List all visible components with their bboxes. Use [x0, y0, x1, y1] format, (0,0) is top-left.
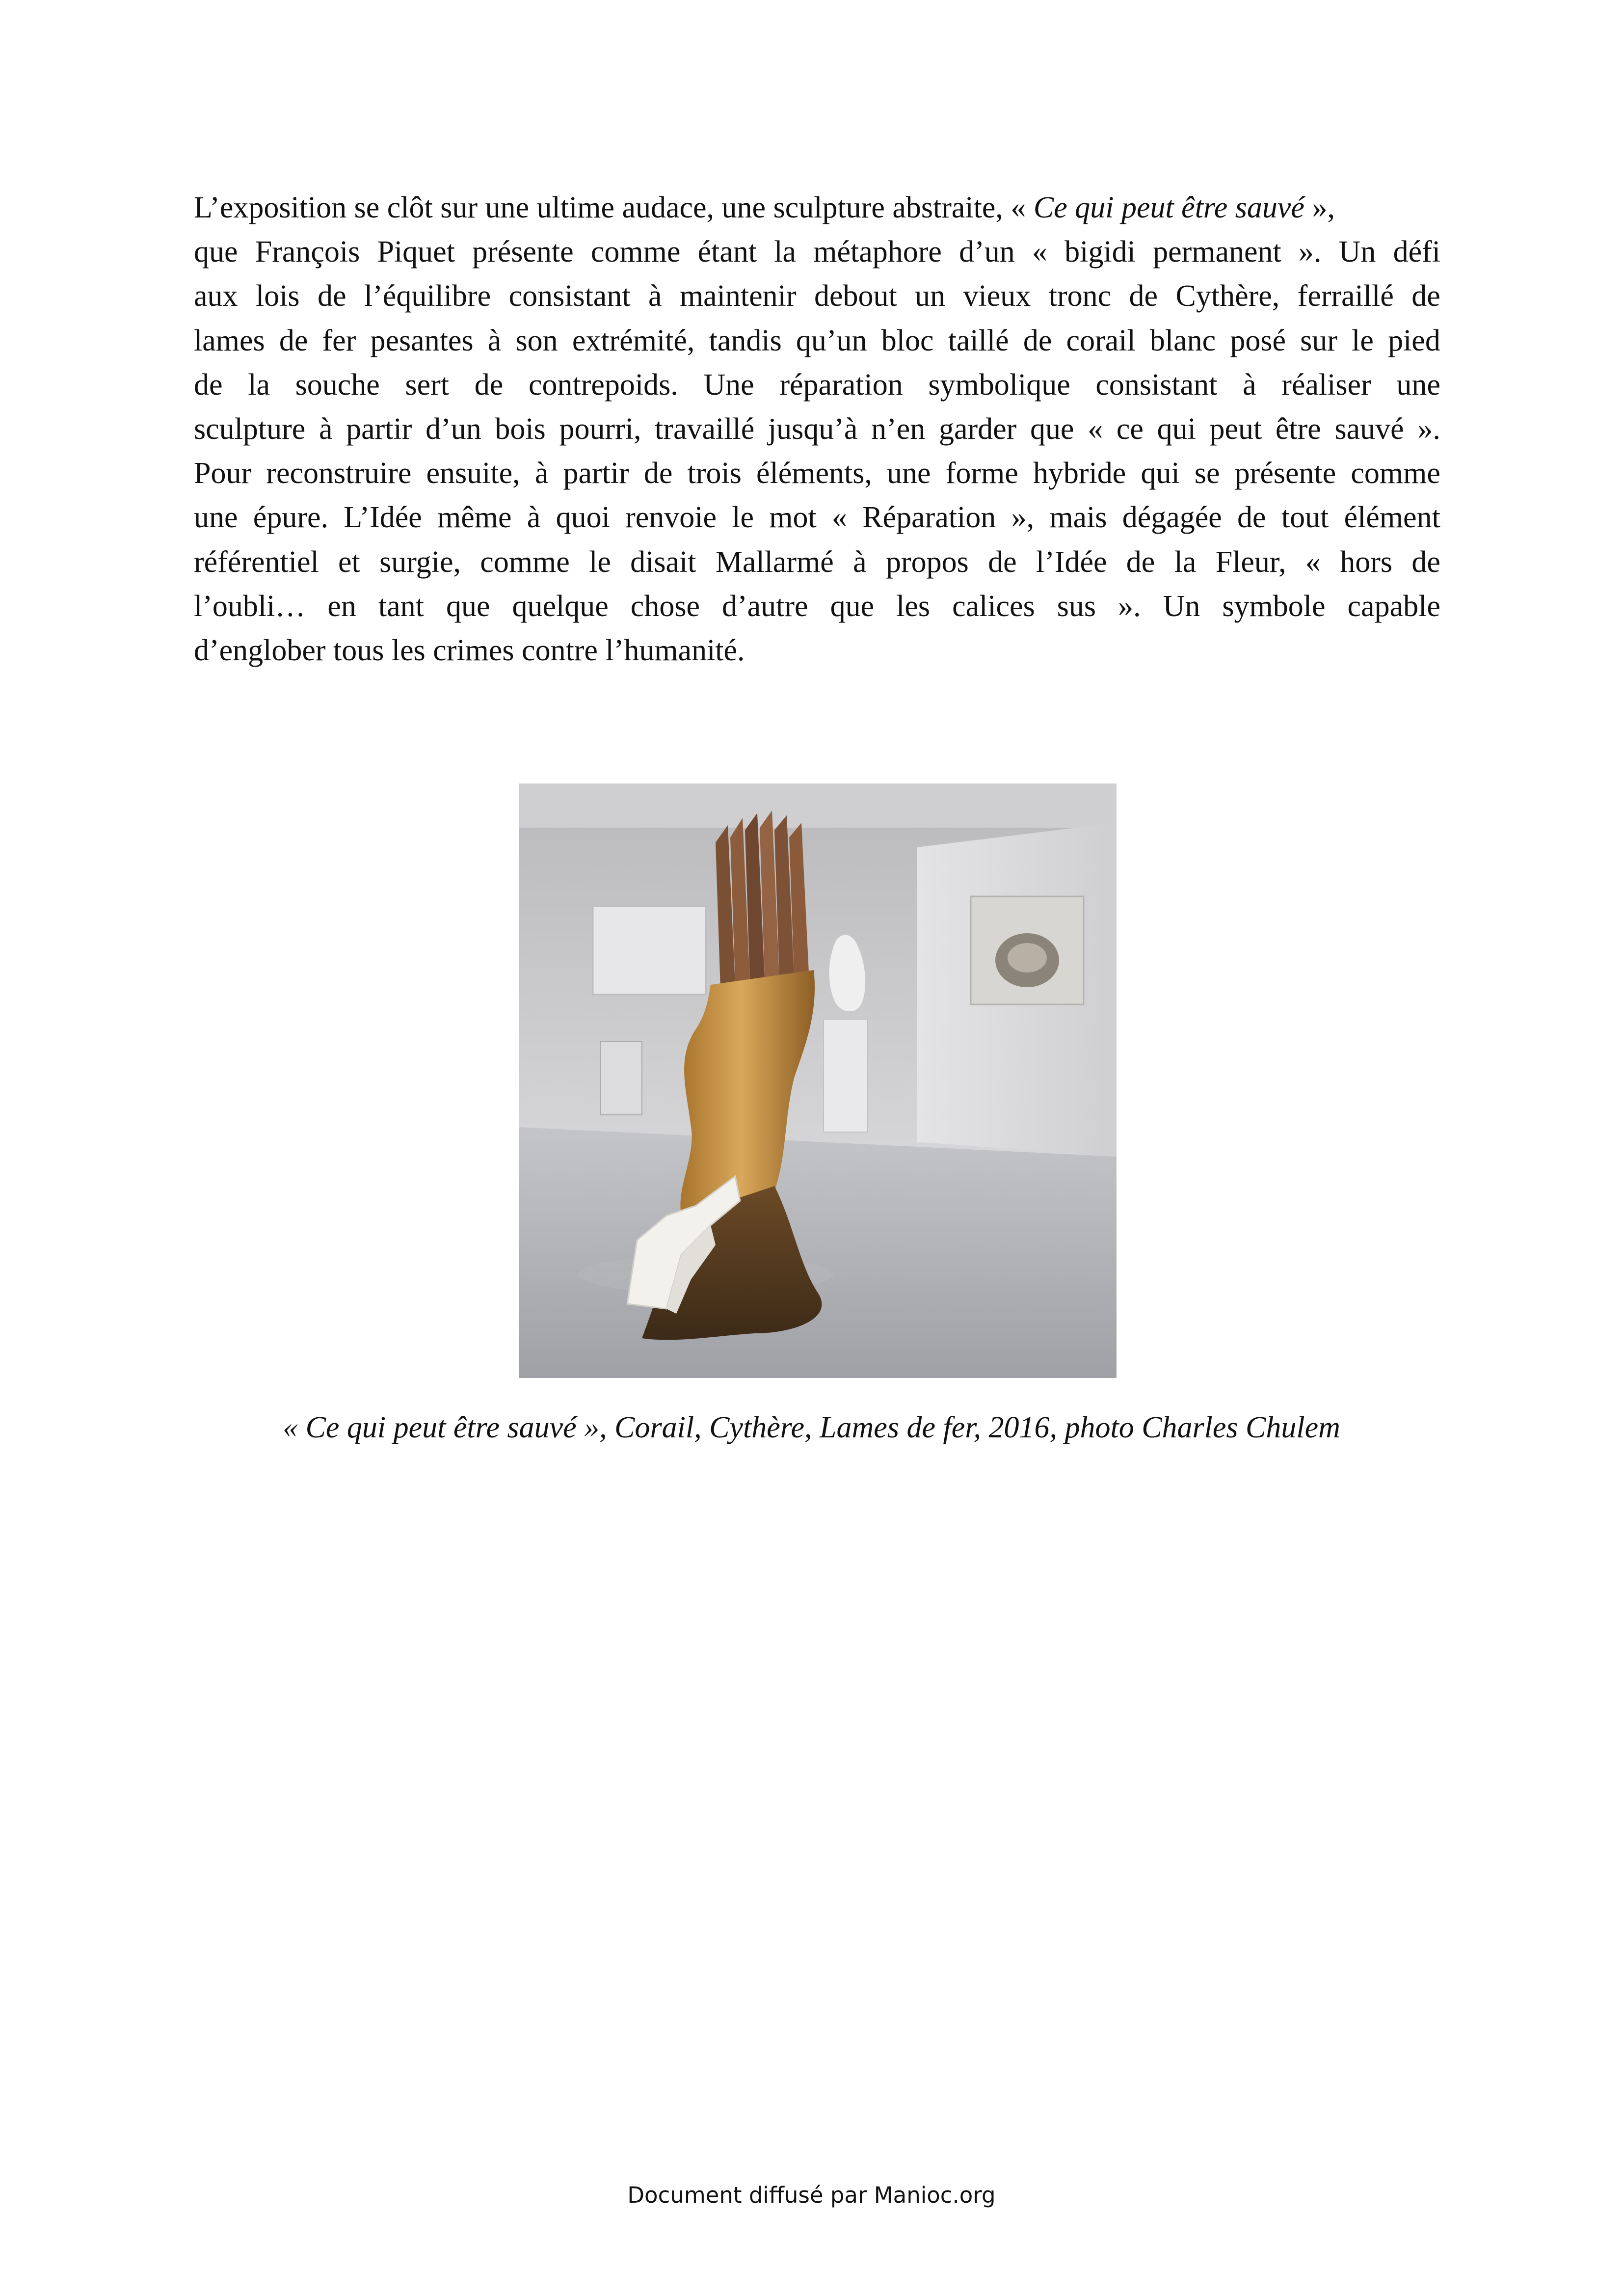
word: présente: [472, 235, 574, 269]
word: Pour: [194, 457, 252, 490]
word: de: [474, 368, 504, 402]
word: à: [1243, 368, 1256, 402]
word: que: [194, 235, 238, 269]
word: ce: [1116, 412, 1144, 446]
word: sculpture: [194, 412, 306, 446]
footer-attribution: Document diffusé par Manioc.org: [627, 2182, 996, 2208]
word: renvoie: [625, 501, 717, 535]
word: le: [732, 501, 754, 535]
word: Cythère,: [1175, 279, 1280, 313]
word: lames: [194, 324, 265, 357]
word: François: [255, 235, 360, 269]
wall-canvas: [593, 906, 706, 995]
word: debout: [814, 279, 897, 313]
word: dégagée: [1122, 501, 1222, 535]
word: que: [1030, 412, 1074, 446]
word: de: [1411, 279, 1440, 313]
word: que: [446, 589, 490, 623]
body-paragraph: [194, 186, 1440, 673]
word: un: [915, 279, 946, 313]
word: posé: [1230, 324, 1286, 357]
word: permanent: [1153, 235, 1281, 269]
word: aux: [194, 279, 238, 313]
word: «: [1088, 412, 1103, 446]
word: bloc: [881, 324, 934, 357]
word: symbolique: [928, 368, 1070, 402]
word: de: [1237, 501, 1266, 535]
drawing-detail: [1008, 943, 1047, 972]
word: ».: [1118, 589, 1141, 623]
word: sur: [1300, 324, 1337, 357]
word: comme: [1351, 457, 1440, 490]
word: consistant: [1095, 368, 1218, 402]
word: pesantes: [370, 324, 474, 357]
word: hybride: [1033, 457, 1126, 490]
word: qu’un: [796, 324, 867, 357]
sculpture-photo: [519, 783, 1117, 1378]
word: étant: [697, 235, 757, 269]
word: épure.: [253, 501, 328, 535]
word: de: [279, 324, 308, 357]
word: forme: [945, 457, 1018, 490]
word: Un: [1338, 235, 1376, 269]
word: en: [327, 589, 356, 623]
word: présente: [1234, 457, 1336, 490]
word: tant: [378, 589, 424, 623]
word: symbole: [1222, 589, 1326, 623]
word: lois: [255, 279, 300, 313]
word: reconstruire: [266, 457, 412, 490]
word: disait: [630, 545, 696, 579]
artwork-title-inline: Ce qui peut être sauvé: [1033, 191, 1304, 224]
word: ».: [1417, 412, 1440, 446]
word: »,: [1011, 501, 1035, 535]
word: jusqu’à: [768, 412, 858, 446]
word: Fleur,: [1215, 545, 1286, 579]
word: partir: [563, 457, 629, 490]
word: même: [437, 501, 512, 535]
word: être: [1275, 412, 1321, 446]
word: maintenir: [679, 279, 797, 313]
line-text: [194, 186, 1335, 230]
word: élément: [1344, 501, 1440, 535]
paragraph-line: [194, 363, 1440, 407]
paragraph-line: [194, 186, 1440, 230]
word: de: [1129, 279, 1158, 313]
word: Piquet: [377, 235, 455, 269]
word: n’en: [871, 412, 926, 446]
word: hors: [1340, 545, 1392, 579]
word: réaliser: [1281, 368, 1371, 402]
word: que: [830, 589, 875, 623]
word: et: [338, 545, 360, 579]
word: tout: [1281, 501, 1329, 535]
paragraph-line: [194, 628, 1440, 673]
word: le: [589, 545, 611, 579]
word: métaphore: [813, 235, 942, 269]
ceiling: [519, 783, 1117, 828]
word: d’un: [426, 412, 481, 446]
word: contrepoids.: [528, 368, 678, 402]
figure-caption: « Ce qui peut être sauvé », Corail, Cythère, Lames de fer, 2016, photo Charles Chulem: [283, 1411, 1340, 1444]
word: corail: [1066, 324, 1136, 357]
word: à: [319, 412, 333, 446]
word: à: [648, 279, 662, 313]
word: taillé: [948, 324, 1009, 357]
word: travaillé: [655, 412, 755, 446]
word: surgie,: [379, 545, 461, 579]
word: défi: [1393, 235, 1440, 269]
word: la: [1174, 545, 1197, 579]
word: propos: [885, 545, 969, 579]
line-text-end: »,: [1304, 191, 1335, 224]
word: comme: [590, 235, 681, 269]
word: chose: [630, 589, 700, 623]
word: ferraillé: [1297, 279, 1394, 313]
word: éléments,: [756, 457, 872, 490]
word: la: [248, 368, 270, 402]
word: de: [1126, 545, 1155, 579]
paragraph-line: [194, 451, 1440, 495]
word: l’Idée: [1036, 545, 1107, 579]
word: «: [1305, 545, 1321, 579]
word: consistant: [508, 279, 631, 313]
word: quelque: [512, 589, 609, 623]
word: bigidi: [1064, 235, 1136, 269]
word: à: [487, 324, 502, 357]
word: une: [1396, 368, 1440, 402]
word: Un: [1163, 589, 1200, 623]
pedestal: [824, 1019, 868, 1132]
word: tronc: [1048, 279, 1112, 313]
word: se: [1194, 457, 1220, 490]
word: trois: [687, 457, 742, 490]
word: capable: [1347, 589, 1440, 623]
paragraph-line: [194, 407, 1440, 451]
word: réparation: [779, 368, 903, 402]
word: Mallarmé: [715, 545, 834, 579]
word: mais: [1049, 501, 1107, 535]
paragraph-line: [194, 495, 1440, 540]
word: pied: [1388, 324, 1440, 357]
word: vieux: [963, 279, 1031, 313]
word: Une: [703, 368, 754, 402]
word: à: [527, 501, 541, 535]
word: comme: [480, 545, 570, 579]
word: calices: [952, 589, 1035, 623]
word: référentiel: [194, 545, 319, 579]
word: souche: [295, 368, 380, 402]
word: «: [1032, 235, 1047, 269]
word: de: [317, 279, 346, 313]
word: sus: [1057, 589, 1096, 623]
word: la: [774, 235, 797, 269]
word: à: [534, 457, 549, 490]
word: sauvé: [1334, 412, 1404, 446]
word: sert: [405, 368, 450, 402]
word: son: [515, 324, 558, 357]
paragraph-line: [194, 230, 1440, 274]
line-text: d’englober tous les crimes contre l’humanité.: [194, 634, 745, 668]
word: qui: [1157, 412, 1196, 446]
word: les: [896, 589, 931, 623]
word: pourri,: [559, 412, 641, 446]
word: de: [194, 368, 223, 402]
word: à: [853, 545, 867, 579]
word: tandis: [709, 324, 782, 357]
word: garder: [938, 412, 1017, 446]
word: qui: [1141, 457, 1180, 490]
paragraph-line: [194, 319, 1440, 363]
word: fer: [322, 324, 356, 357]
word: partir: [346, 412, 412, 446]
radiator: [600, 1041, 642, 1115]
word: de: [643, 457, 673, 490]
word: de: [1023, 324, 1052, 357]
word: de: [988, 545, 1017, 579]
word: l’oubli…: [194, 589, 306, 623]
word: une: [194, 501, 238, 535]
word: d’un: [959, 235, 1015, 269]
word: L’Idée: [344, 501, 422, 535]
word: de: [1411, 545, 1440, 579]
word: mot: [769, 501, 817, 535]
word: blanc: [1149, 324, 1216, 357]
gallery-floor: [519, 1127, 1117, 1378]
line-text-start: L’exposition se clôt sur une ultime audace, une sculpture abstraite, «: [194, 191, 1034, 224]
word: d’autre: [722, 589, 808, 623]
word: le: [1352, 324, 1374, 357]
word: l’équilibre: [364, 279, 491, 313]
word: peut: [1209, 412, 1262, 446]
word: quoi: [556, 501, 610, 535]
word: extrémité,: [572, 324, 695, 357]
paragraph-line: [194, 540, 1440, 584]
paragraph-line: [194, 584, 1440, 628]
word: «: [832, 501, 848, 535]
word: bois: [495, 412, 546, 446]
word: une: [887, 457, 931, 490]
photo-illustration: [519, 783, 1117, 1378]
word: ensuite,: [426, 457, 520, 490]
word: ».: [1298, 235, 1322, 269]
word: Réparation: [862, 501, 996, 535]
paragraph-line: [194, 274, 1440, 318]
